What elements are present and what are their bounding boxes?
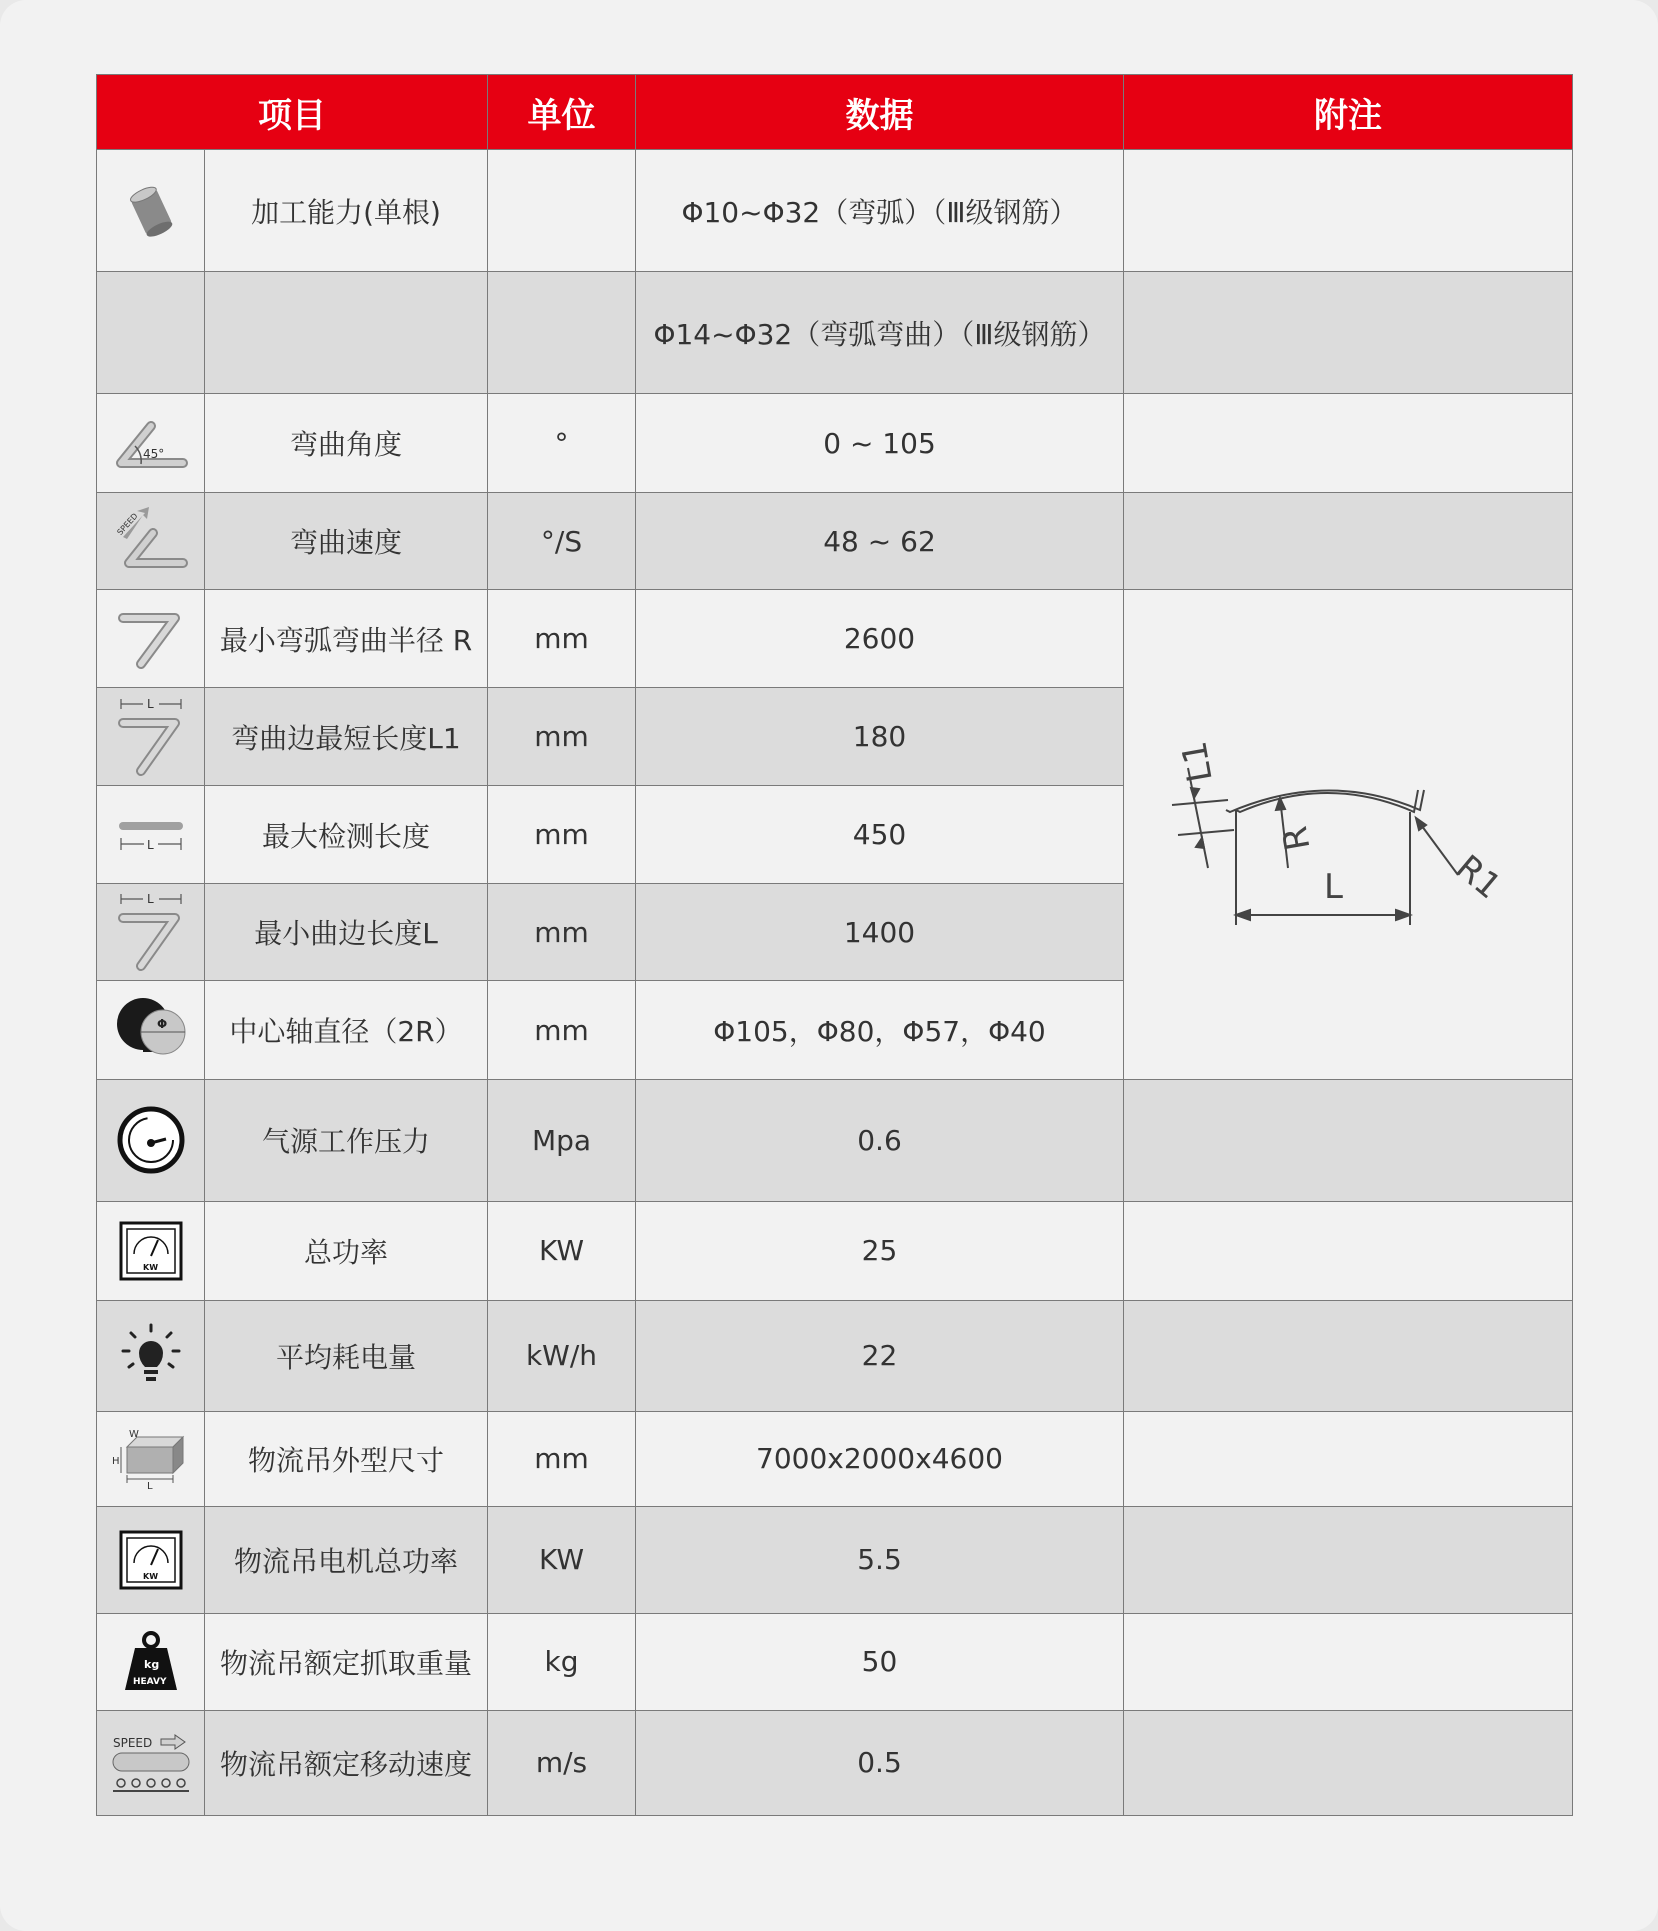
row-note — [1124, 1506, 1573, 1613]
row-note — [1124, 1201, 1573, 1300]
speed-label: SPEED — [112, 1735, 152, 1750]
spec-table — [96, 74, 1573, 1816]
phi-label: Φ — [156, 1017, 167, 1032]
light-bulb-icon — [97, 1300, 205, 1411]
rebar-cylinder-icon — [97, 150, 205, 272]
row-item: 物流吊外型尺寸 — [205, 1411, 488, 1506]
row-item: 中心轴直径（2R） — [205, 981, 488, 1080]
header-data: 数据 — [636, 75, 1124, 150]
table-row — [97, 1613, 1573, 1710]
row-unit: KW — [488, 1201, 636, 1300]
row-data: 450 — [636, 786, 1124, 884]
table-row — [97, 150, 1573, 272]
row-data: 22 — [636, 1300, 1124, 1411]
l-label: L — [146, 1480, 153, 1491]
power-meter-icon — [97, 1201, 205, 1300]
h-label: H — [111, 1455, 120, 1467]
bend-edge-length-icon — [97, 688, 205, 786]
row-data: 48 ~ 62 — [636, 493, 1124, 590]
row-data: 180 — [636, 688, 1124, 786]
header-note: 附注 — [1124, 75, 1573, 150]
row-data: 2600 — [636, 590, 1124, 688]
row-item: 物流吊电机总功率 — [205, 1506, 488, 1613]
row-data: Φ105，Φ80，Φ57，Φ40 — [636, 981, 1124, 1080]
bend-speed-icon — [97, 493, 205, 590]
table-row — [97, 1506, 1573, 1613]
row-note — [1124, 1080, 1573, 1201]
bend-diagram — [1158, 720, 1538, 950]
row-note — [1124, 272, 1573, 394]
row-data: 5.5 — [636, 1506, 1124, 1613]
diagram-l-label: L — [1324, 866, 1343, 907]
table-row — [97, 1411, 1573, 1506]
bend-radius-icon — [97, 590, 205, 688]
row-unit: °/S — [488, 493, 636, 590]
row-unit: Mpa — [488, 1080, 636, 1201]
header-unit: 单位 — [488, 75, 636, 150]
measure-length-icon — [97, 786, 205, 884]
table-row — [97, 1710, 1573, 1815]
row-unit: mm — [488, 786, 636, 884]
row-unit — [488, 150, 636, 272]
row-item: 弯曲边最短长度L1 — [205, 688, 488, 786]
row-note — [1124, 1710, 1573, 1815]
row-note — [1124, 1300, 1573, 1411]
weight-icon — [97, 1613, 205, 1710]
row-unit: kW/h — [488, 1300, 636, 1411]
kg-label: kg — [143, 1657, 159, 1671]
table-header-row — [97, 75, 1573, 150]
header-item: 项目 — [97, 75, 488, 150]
row-data: 7000x2000x4600 — [636, 1411, 1124, 1506]
row-unit: mm — [488, 981, 636, 1080]
row-item: 最小弯弧弯曲半径 R — [205, 590, 488, 688]
power-meter-icon — [97, 1506, 205, 1613]
row-unit: m/s — [488, 1710, 636, 1815]
bend-angle-icon — [97, 394, 205, 493]
row-icon-empty — [97, 272, 205, 394]
row-data: Φ14~Φ32（弯弧弯曲）（Ⅲ级钢筋） — [636, 272, 1124, 394]
table-row — [97, 1080, 1573, 1201]
row-item: 物流吊额定抓取重量 — [205, 1613, 488, 1710]
table-row — [97, 493, 1573, 590]
row-item: 弯曲角度 — [205, 394, 488, 493]
w-label: W — [128, 1428, 139, 1440]
table-row — [97, 1300, 1573, 1411]
table-row — [97, 590, 1573, 688]
row-item: 最小曲边长度L — [205, 884, 488, 981]
row-data: 50 — [636, 1613, 1124, 1710]
diagram-r1-label: R1 — [1448, 847, 1509, 908]
axis-diameter-icon — [97, 981, 205, 1080]
row-note — [1124, 1613, 1573, 1710]
l-label: L — [146, 696, 154, 711]
bend-diagram-cell — [1124, 590, 1573, 1080]
row-note — [1124, 150, 1573, 272]
row-data: Φ10~Φ32（弯弧）（Ⅲ级钢筋） — [636, 150, 1124, 272]
row-unit: kg — [488, 1613, 636, 1710]
row-note — [1124, 493, 1573, 590]
row-note — [1124, 394, 1573, 493]
l-label: L — [146, 892, 154, 907]
row-unit: mm — [488, 884, 636, 981]
pressure-gauge-icon — [97, 1080, 205, 1201]
conveyor-speed-icon — [97, 1710, 205, 1815]
table-row — [97, 272, 1573, 394]
row-unit: KW — [488, 1506, 636, 1613]
table-row — [97, 1201, 1573, 1300]
row-item: 气源工作压力 — [205, 1080, 488, 1201]
row-note — [1124, 1411, 1573, 1506]
row-unit: mm — [488, 688, 636, 786]
min-curve-length-icon — [97, 884, 205, 981]
heavy-label: HEAVY — [132, 1676, 167, 1687]
row-data: 25 — [636, 1201, 1124, 1300]
diagram-r-label: R — [1274, 823, 1319, 854]
row-unit — [488, 272, 636, 394]
row-data: 0.6 — [636, 1080, 1124, 1201]
table-row — [97, 394, 1573, 493]
row-item: 弯曲速度 — [205, 493, 488, 590]
l-label: L — [146, 837, 154, 852]
row-item — [205, 272, 488, 394]
row-item: 最大检测长度 — [205, 786, 488, 884]
speed-label: SPEED — [114, 511, 140, 538]
row-unit: ° — [488, 394, 636, 493]
row-data: 1400 — [636, 884, 1124, 981]
row-unit: mm — [488, 590, 636, 688]
row-item: 物流吊额定移动速度 — [205, 1710, 488, 1815]
kw-label: KW — [142, 1571, 158, 1581]
row-item: 总功率 — [205, 1201, 488, 1300]
row-data: 0.5 — [636, 1710, 1124, 1815]
row-unit: mm — [488, 1411, 636, 1506]
kw-label: KW — [142, 1262, 158, 1272]
diagram-l1-label: L1 — [1174, 738, 1221, 785]
row-data: 0 ~ 105 — [636, 394, 1124, 493]
row-item: 加工能力(单根) — [205, 150, 488, 272]
dimension-box-icon — [97, 1411, 205, 1506]
angle-label: 45° — [142, 447, 164, 462]
row-item: 平均耗电量 — [205, 1300, 488, 1411]
